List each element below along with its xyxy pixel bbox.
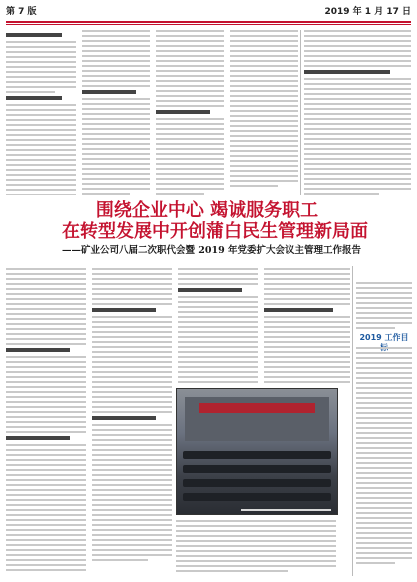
photo-credit [241, 509, 331, 511]
headline-line-1: 围绕企业中心 竭诚服务职工 [95, 200, 319, 221]
column-heading-bar [6, 96, 62, 100]
right-column-heading-2: 2019 工作目 [359, 333, 409, 342]
right-column-block-1 [356, 282, 412, 330]
lower-column-3-bottom [176, 520, 336, 575]
column-heading-bar [6, 436, 70, 440]
column-heading-bar [6, 348, 70, 352]
headline-subtitle: ——矿业公司八届二次职代会暨 2019 年党委扩大会议主管理工作报告 [62, 245, 362, 256]
issue-date: 2019 年 1 月 17 日 [324, 7, 411, 17]
top-left-column [6, 30, 76, 195]
right-column-block-2 [356, 347, 412, 575]
page-number: 第 7 版 [6, 7, 37, 17]
column-heading-bar [92, 308, 156, 312]
column-heading-bar [178, 288, 242, 292]
top-column-5 [304, 30, 411, 195]
lower-column-1 [6, 268, 86, 573]
header-rule [6, 21, 411, 23]
lower-column-3-upper [178, 268, 258, 383]
column-divider [300, 30, 301, 195]
header-rule-thin [6, 24, 411, 25]
column-heading-bar [82, 90, 136, 94]
column-heading-bar [264, 308, 333, 312]
column-heading-bar [6, 33, 62, 37]
column-divider [352, 266, 353, 576]
meeting-photo [176, 388, 338, 515]
top-column-2 [82, 30, 150, 195]
top-column-4 [230, 30, 298, 195]
headline-line-2: 在转型发展中开创蒲白民生管理新局面 [62, 221, 368, 242]
lower-column-2 [92, 268, 172, 573]
main-headline-block [62, 200, 368, 260]
column-heading-bar [156, 110, 210, 114]
top-column-3 [156, 30, 224, 195]
column-heading-bar [304, 70, 390, 74]
lower-column-4-upper [264, 268, 350, 383]
column-heading-bar [92, 416, 156, 420]
page-header [6, 5, 411, 19]
